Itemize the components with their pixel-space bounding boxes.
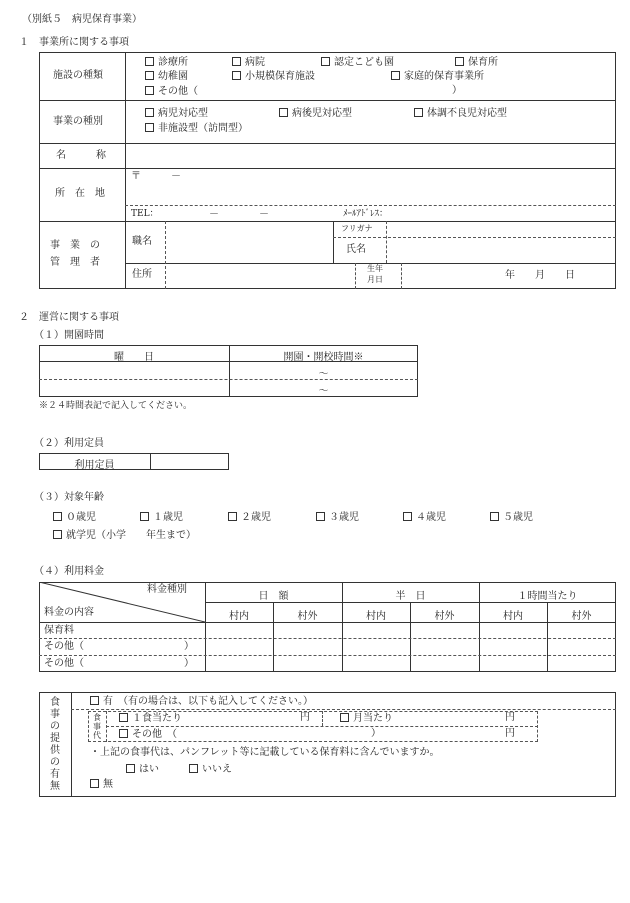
fees-hourly-out: 村外 bbox=[571, 611, 592, 622]
meal-other-yen: 円 bbox=[505, 728, 515, 739]
fees-group-hourly: １時間当たり bbox=[517, 591, 578, 602]
checkbox-icon bbox=[145, 108, 154, 117]
checkbox-icon bbox=[391, 71, 400, 80]
fees-group-daily: 日 額 bbox=[258, 591, 289, 602]
residence-field[interactable] bbox=[167, 265, 353, 287]
fees-hourly-in: 村内 bbox=[503, 611, 523, 622]
fees-halfday-in: 村内 bbox=[366, 611, 386, 622]
manager-label-line1: 事 業 の bbox=[50, 240, 100, 251]
fees-row-other-1-close: ） bbox=[184, 641, 194, 652]
hours-title: （１）開園時間 bbox=[34, 330, 104, 341]
checkbox-icon bbox=[455, 57, 464, 66]
checkbox-icon bbox=[340, 713, 349, 722]
hours-row1-time[interactable]: ～ bbox=[318, 369, 329, 380]
meal-other-close: ） bbox=[371, 728, 381, 739]
fees-daily-in: 村内 bbox=[229, 611, 249, 622]
checkbox-icon bbox=[90, 779, 99, 788]
checkbox-icon bbox=[145, 86, 154, 95]
checkbox-icon bbox=[189, 764, 198, 773]
meal-per-month-yen: 円 bbox=[505, 712, 515, 723]
age-0[interactable]: ０歳児 bbox=[53, 512, 96, 523]
capacity-field[interactable] bbox=[152, 455, 227, 468]
facility-type-kindergarten[interactable]: 幼稚園 bbox=[145, 71, 188, 82]
tel-field[interactable]: － － bbox=[209, 209, 269, 220]
checkbox-icon bbox=[140, 512, 149, 521]
checkbox-icon bbox=[145, 123, 154, 132]
fees-row-childcare: 保育料 bbox=[44, 625, 74, 636]
fees-row-other-2: その他（ bbox=[44, 658, 84, 669]
age-school[interactable]: 就学児（小学 年生まで） bbox=[53, 530, 196, 541]
meal-per-meal-yen: 円 bbox=[300, 712, 310, 723]
birth-label-1: 生年 bbox=[367, 264, 383, 273]
residence-label: 住所 bbox=[132, 269, 152, 280]
meal-answer-no[interactable]: いいえ bbox=[189, 764, 232, 775]
hours-col-day: 曜 日 bbox=[114, 352, 154, 363]
birthdate-field[interactable]: 年 月 日 bbox=[505, 270, 575, 281]
facility-type-clinic[interactable]: 診療所 bbox=[145, 57, 188, 68]
checkbox-icon bbox=[232, 57, 241, 66]
section2-title: ２ 運営に関する事項 bbox=[19, 312, 119, 323]
facility-type-nursery[interactable]: 保育所 bbox=[455, 57, 498, 68]
fullname-field[interactable] bbox=[388, 239, 614, 261]
fees-type-header: 料金種別 bbox=[147, 584, 187, 595]
meal-per-month[interactable]: 月当たり bbox=[340, 713, 393, 724]
fees-group-halfday: 半 日 bbox=[395, 591, 426, 602]
checkbox-icon bbox=[145, 71, 154, 80]
age-4[interactable]: ４歳児 bbox=[403, 512, 446, 523]
checkbox-icon bbox=[321, 57, 330, 66]
section1-title: １ 事業所に関する事項 bbox=[19, 37, 129, 48]
checkbox-icon bbox=[119, 729, 128, 738]
meals-yes[interactable]: 有 （有の場合は、以下も記入してください。） bbox=[90, 696, 313, 707]
checkbox-icon bbox=[90, 696, 99, 705]
meals-table bbox=[39, 692, 616, 797]
checkbox-icon bbox=[53, 530, 62, 539]
ages-title: （３）対象年齢 bbox=[34, 492, 104, 503]
facility-type-small-nursery[interactable]: 小規模保育施設 bbox=[232, 71, 315, 82]
name-label: 名 称 bbox=[56, 150, 106, 161]
business-type-recovery[interactable]: 病後児対応型 bbox=[279, 108, 352, 119]
meal-other[interactable]: その他 （ bbox=[119, 729, 177, 740]
email-label: ﾒｰﾙｱﾄﾞﾚｽ： bbox=[343, 209, 389, 219]
capacity-title: （２）利用定員 bbox=[34, 438, 104, 449]
meal-question: ・上記の食事代は、パンフレット等に記載している保育料に含んでいますか。 bbox=[90, 747, 440, 758]
checkbox-icon bbox=[145, 57, 154, 66]
fees-daily-out: 村外 bbox=[297, 611, 318, 622]
fullname-label: 氏名 bbox=[346, 244, 366, 255]
facility-type-label: 施設の種類 bbox=[53, 70, 103, 81]
age-5[interactable]: ５歳児 bbox=[490, 512, 533, 523]
checkbox-icon bbox=[228, 512, 237, 521]
age-3[interactable]: ３歳児 bbox=[316, 512, 359, 523]
checkbox-icon bbox=[490, 512, 499, 521]
facility-type-kodomoen[interactable]: 認定こども園 bbox=[321, 57, 394, 68]
hours-note: ※２４時間表記で記入してください。 bbox=[39, 401, 193, 411]
fees-row-other-2-close: ） bbox=[184, 658, 194, 669]
postal-code-field[interactable]: 〒 － bbox=[131, 171, 181, 182]
fees-title: （４）利用料金 bbox=[34, 566, 104, 577]
hours-row2-time[interactable]: ～ bbox=[318, 386, 329, 397]
name-field[interactable] bbox=[127, 145, 614, 166]
meal-per-meal[interactable]: １食当たり bbox=[119, 713, 182, 724]
document-label: （別紙５ 病児保育事業） bbox=[22, 14, 142, 25]
facility-type-home-nursery[interactable]: 家庭的保育事業所 bbox=[391, 71, 484, 82]
furigana-label: フリガナ bbox=[341, 224, 373, 233]
fees-halfday-out: 村外 bbox=[434, 611, 455, 622]
manager-label-line2: 管 理 者 bbox=[50, 257, 100, 268]
checkbox-icon bbox=[279, 108, 288, 117]
address-label: 所 在 地 bbox=[55, 188, 105, 199]
hours-col-time: 開園・開校時間※ bbox=[283, 352, 364, 363]
job-title-label: 職名 bbox=[132, 236, 152, 247]
facility-type-other[interactable]: その他（ bbox=[145, 86, 198, 97]
meals-no[interactable]: 無 bbox=[90, 779, 113, 790]
age-2[interactable]: ２歳児 bbox=[228, 512, 271, 523]
business-type-sick[interactable]: 病児対応型 bbox=[145, 108, 208, 119]
business-type-label: 事業の種別 bbox=[53, 116, 103, 127]
business-type-visit[interactable]: 非施設型（訪問型） bbox=[145, 123, 248, 134]
checkbox-icon bbox=[119, 713, 128, 722]
checkbox-icon bbox=[232, 71, 241, 80]
fees-row-other-1: その他（ bbox=[44, 641, 84, 652]
business-type-unwell[interactable]: 体調不良児対応型 bbox=[414, 108, 507, 119]
birth-label-2: 月日 bbox=[367, 275, 383, 284]
meal-answer-yes[interactable]: はい bbox=[126, 764, 159, 775]
fees-content-header: 料金の内容 bbox=[44, 607, 94, 618]
tel-label: TEL： bbox=[131, 209, 159, 219]
facility-type-other-close: ） bbox=[452, 85, 462, 96]
job-title-field[interactable] bbox=[167, 223, 331, 261]
age-1[interactable]: １歳児 bbox=[140, 512, 183, 523]
checkbox-icon bbox=[53, 512, 62, 521]
checkbox-icon bbox=[403, 512, 412, 521]
checkbox-icon bbox=[126, 764, 135, 773]
checkbox-icon bbox=[414, 108, 423, 117]
facility-type-hospital[interactable]: 病院 bbox=[232, 57, 265, 68]
capacity-label: 利用定員 bbox=[74, 460, 115, 471]
checkbox-icon bbox=[316, 512, 325, 521]
email-field[interactable] bbox=[400, 207, 614, 219]
